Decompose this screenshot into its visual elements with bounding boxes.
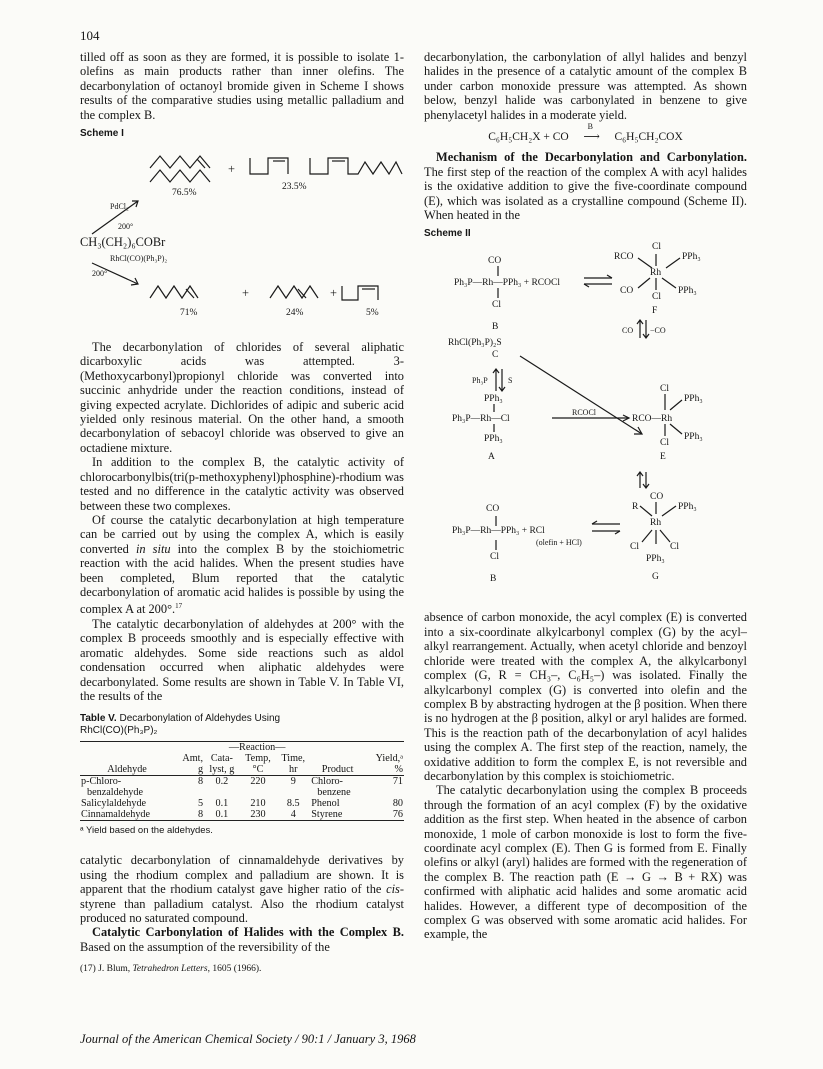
scheme-label: PPh₃ (684, 432, 703, 443)
table-row (80, 809, 404, 821)
scheme-label: Ph₃P (472, 376, 488, 386)
complex-label: F (652, 306, 658, 317)
scheme-formula: Ph₃P—Rh—PPh₃ + RCl (452, 526, 545, 537)
complex-label: B (492, 322, 499, 333)
yield-label: 24% (286, 308, 304, 319)
scheme-label: PPh₃ (484, 394, 503, 405)
table-header: % (394, 764, 403, 776)
scheme-label: Cl (490, 552, 499, 563)
yield-label: 76.5% (172, 188, 197, 199)
scheme-label: R (632, 502, 639, 513)
table-cell: Phenol (311, 798, 340, 810)
scheme-label: Cl (492, 300, 501, 311)
scheme-label: PPh₃ (684, 394, 703, 405)
table-cell: 8 (197, 809, 204, 821)
table-header: Temp, (245, 753, 271, 765)
reference-marker: 17 (175, 602, 183, 611)
table-header: °C (252, 764, 264, 776)
paragraph: The catalytic decarbonylation of aldehydes at 200° with the complex B proceeds smoothly and is especially effective with aromatic aldehydes. Some side reactions such as aldol condensation occurred when aliphatic aldehydes were decarbonylated. Some results are shown in Table V. In Table VI, the results of the (80, 616, 404, 703)
table-cell: Chloro- benzene (311, 776, 351, 799)
table-cell: Cinnamaldehyde (81, 809, 151, 821)
table-header: g (197, 764, 204, 776)
section-heading: Catalytic Carbonylation of Halides with the Complex B. (92, 925, 404, 940)
table-cell: 4 (290, 809, 296, 821)
scheme-label: CO (488, 256, 502, 267)
yield-label: 23.5% (282, 182, 307, 193)
table-header: Yield,ᵃ (375, 753, 403, 765)
table-cell: 220 (250, 776, 266, 788)
plus-sign: + (242, 286, 249, 301)
complex-label: B (490, 574, 497, 585)
scheme-label: Cl (660, 384, 669, 395)
left-column (80, 50, 404, 977)
scheme-formula: Ph₃P—Rh—Cl (452, 414, 510, 425)
paragraph: tilled off as soon as they are formed, it is possible to isolate 1-olefins as main products rather than inner olefins. The decarbonylation of octanoyl bromide given in Scheme I shows results of the comparative studies using metallic palladium and the complex B. (80, 50, 404, 122)
table-cell: 80 (392, 798, 403, 810)
table-header: Aldehyde (107, 764, 147, 776)
table-cell: 210 (250, 798, 266, 810)
italic-term: in situ (135, 541, 171, 556)
table-cell: 5 (197, 798, 204, 810)
paragraph: absence of carbon monoxide, the acyl complex (E) is converted into a six-coordinate alkylcarbonyl complex (G) by the acyl–alkyl rearrangement. Actually, when acetyl chloride and benzoyl chloride were treated with the complex A, the alkylcarbonyl complex (G, R = CH₃–, C₆H₅–) was isolated. Finally the alkylcarbonyl complex (G) is converted into olefin and the complex B by abstracting hydrogen at the β position. When there is no hydrogen at the β position, alkyl or aryl halides are formed. This is the reaction path of the decarbonylation of acyl halides using the complex A. The first step of the reaction, namely, the oxidative addition to form the complex E, is not reversible and decarbonylation by this complex is stoichiometric. (424, 610, 747, 783)
scheme-label: CO (486, 504, 500, 515)
scheme-2-label: Scheme II (424, 228, 471, 240)
scheme-formula: Ph₃P—Rh—PPh₃ + RCOCl (454, 278, 560, 289)
table-caption-formula: RhCl(CO)(Ph₃P)₂ (80, 725, 158, 737)
italic-term: cis (386, 882, 400, 897)
table-cell: 8.5 (286, 798, 300, 810)
table-cell: Salicylaldehyde (81, 798, 147, 810)
equation-right: C₆H₅CH₂COX (614, 131, 683, 144)
complex-label: G (652, 572, 659, 583)
scheme-label: Rh (650, 518, 662, 529)
scheme-label: Cl (670, 542, 679, 553)
scheme-label: CO (650, 492, 664, 503)
scheme-2 (424, 244, 747, 604)
table-cell: 76 (392, 809, 403, 821)
table-caption-text: Decarbonylation of Aldehydes Using (119, 713, 281, 725)
catalyst-label: RhCl(CO)(Ph₃P)₂ (110, 254, 168, 264)
scheme-label: PPh₃ (682, 252, 701, 263)
equation-left: C₆H₅CH₂X + CO (488, 131, 569, 144)
table-header: lyst, g (209, 764, 235, 776)
section-heading: Mechanism of the Decarbonylation and Carbonylation. (436, 150, 747, 165)
scheme-1-label: Scheme I (80, 128, 124, 140)
table-cell: 0.1 (215, 809, 229, 821)
scheme-1 (80, 146, 404, 336)
table-cell: p-Chloro- benzaldehyde (81, 776, 144, 799)
table-v (80, 741, 404, 821)
scheme-label: CO (620, 286, 634, 297)
scheme-label: Cl (652, 242, 661, 253)
scheme-label: RCOCl (572, 408, 597, 418)
journal-footer: Journal of the American Chemical Society / 90:1 / January 3, 1968 (80, 1032, 416, 1046)
table-row (80, 798, 404, 809)
reaction-arrow: B ⟶ (583, 122, 600, 144)
paragraph: The decarbonylation of chlorides of several aliphatic dicarboxylic acids was attempted. 3-(Methoxycarbonyl)propionyl chloride was converted into succinic anhydride under the reaction conditions, instead of giving expected acrylate. Dichlorides of adipic and suberic acid yielded only resinous material. On the other hand, a smooth decarbonylation of sebacoyl chloride was observed to give an octadiene mixture. (80, 340, 404, 455)
plus-sign: + (330, 286, 337, 301)
reference: (17) J. Blum, Tetrahedron Letters, 1605 (1966). (80, 964, 262, 975)
scheme-formula: RhCl(Ph₃P)₂S (448, 338, 502, 349)
page-number: 104 (80, 28, 100, 43)
scheme-label: −CO (650, 326, 666, 336)
paragraph: Of course the catalytic decarbonylation at high temperature can be carried out by using the complex A, which is easily converted in situ into the complex B by the stoichiometric reaction with the acid halides. When the present studies have been completed, Blum reported that the catalytic decarbonylation of aromatic acid halides is possible by using the complex A at 200°.$^{17}$ (80, 512, 404, 617)
table-cell: 9 (290, 776, 296, 788)
complex-label: E (660, 452, 666, 463)
temperature-label: 200° (92, 269, 108, 279)
complex-label: C (492, 350, 499, 361)
equation-catalyst: B (587, 122, 593, 132)
table-cell: 0.2 (215, 776, 229, 788)
paragraph: The catalytic decarbonylation using the complex B proceeds through the formation of an acyl complex (F) by the oxidative addition as the first step. When heated in the absence of carbon monoxide, 1 mole of carbon monoxide is lost to form the five-coordinate acyl complex (E). Then G is formed from E. Finally olefins or alkyl (aryl) halides are formed with the regeneration of the complex B. The reaction path (E → G → B + RX) was confirmed with aliphatic acid halides and some aromatic acid halides. However, a different type of decomposition of the complex G was observed with some aromatic acid halides. For example, the (424, 783, 747, 942)
scheme-label: CO (622, 326, 634, 336)
table-footnote: ᵃ Yield based on the aldehydes. (80, 825, 213, 837)
paragraph: decarbonylation, the carbonylation of allyl halides and benzyl halides in the presence of a catalytic amount of the complex B under carbon monoxide pressure was attempted. As shown below, benzyl halide was carbonylated in benzene to give phenylacetyl halides in a moderate yield. (424, 50, 747, 122)
scheme-label: PPh₃ (484, 434, 503, 445)
scheme-label: (olefin + HCl) (536, 538, 582, 548)
table-header: Time, (281, 753, 306, 765)
scheme-label: Rh (650, 268, 662, 279)
table-cell: Styrene (311, 809, 343, 821)
table-group-header: —Reaction— (228, 742, 286, 754)
table-header: Amt, (182, 753, 204, 765)
paragraph: In addition to the complex B, the catalytic activity of chlorocarbonylbis(tri(p-methoxyphenyl)phosphine)-rhodium was tested and no difference in the catalytic activity was observed between these two complexes. (80, 455, 404, 513)
scheme-label: PPh₃ (678, 286, 697, 297)
catalyst-label: PdCl₂ (110, 202, 129, 212)
paragraph: catalytic decarbonylation of cinnamaldehyde derivatives by using the rhodium complex and palladium are shown. It is apparent that the rhodium catalyst gave higher ratio of the cis-styrene than palladium catalyst. Also the rhodium catalyst produced no saturated compound. (80, 853, 404, 925)
paragraph: Mechanism of the Decarbonylation and Carbonylation. The first step of the reaction of the complex A with acyl halides is the oxidative addition to give the five-coordinate compound (E), which was isolated as a crystalline compound (Scheme II). When heated in the (424, 150, 747, 223)
scheme-label: PPh₃ (646, 554, 665, 565)
table-cell: 71 (392, 776, 403, 788)
reactant-formula: CH₃(CH₂)₆COBr (80, 235, 166, 250)
table-cell: 230 (250, 809, 266, 821)
table-cell: 0.1 (215, 798, 229, 810)
scheme-label: RCO (614, 252, 634, 263)
complex-label: A (488, 452, 495, 463)
temperature-label: 200° (118, 222, 134, 232)
scheme-label: S (508, 376, 513, 386)
plus-sign: + (228, 162, 235, 177)
right-column (424, 50, 747, 942)
table-header: Product (321, 764, 354, 776)
table-cell: 8 (197, 776, 204, 788)
scheme-formula: RCO—Rh (632, 414, 673, 425)
paragraph: Catalytic Carbonylation of Halides with the Complex B. Based on the assumption of the reversibility of the (80, 925, 404, 954)
scheme-label: Cl (660, 438, 669, 449)
yield-label: 71% (180, 308, 198, 319)
table-row (80, 776, 404, 799)
carbonylation-equation (424, 122, 747, 144)
scheme-label: PPh₃ (678, 502, 697, 513)
scheme-label: Cl (630, 542, 639, 553)
table-title: Table V. Decarbonylation of Aldehydes Using RhCl(CO)(Ph₃P)₂ (80, 713, 404, 737)
table-header: hr (289, 764, 298, 776)
table-header: Cata- (210, 753, 233, 765)
scheme-label: Cl (652, 292, 661, 303)
yield-label: 5% (366, 308, 379, 319)
